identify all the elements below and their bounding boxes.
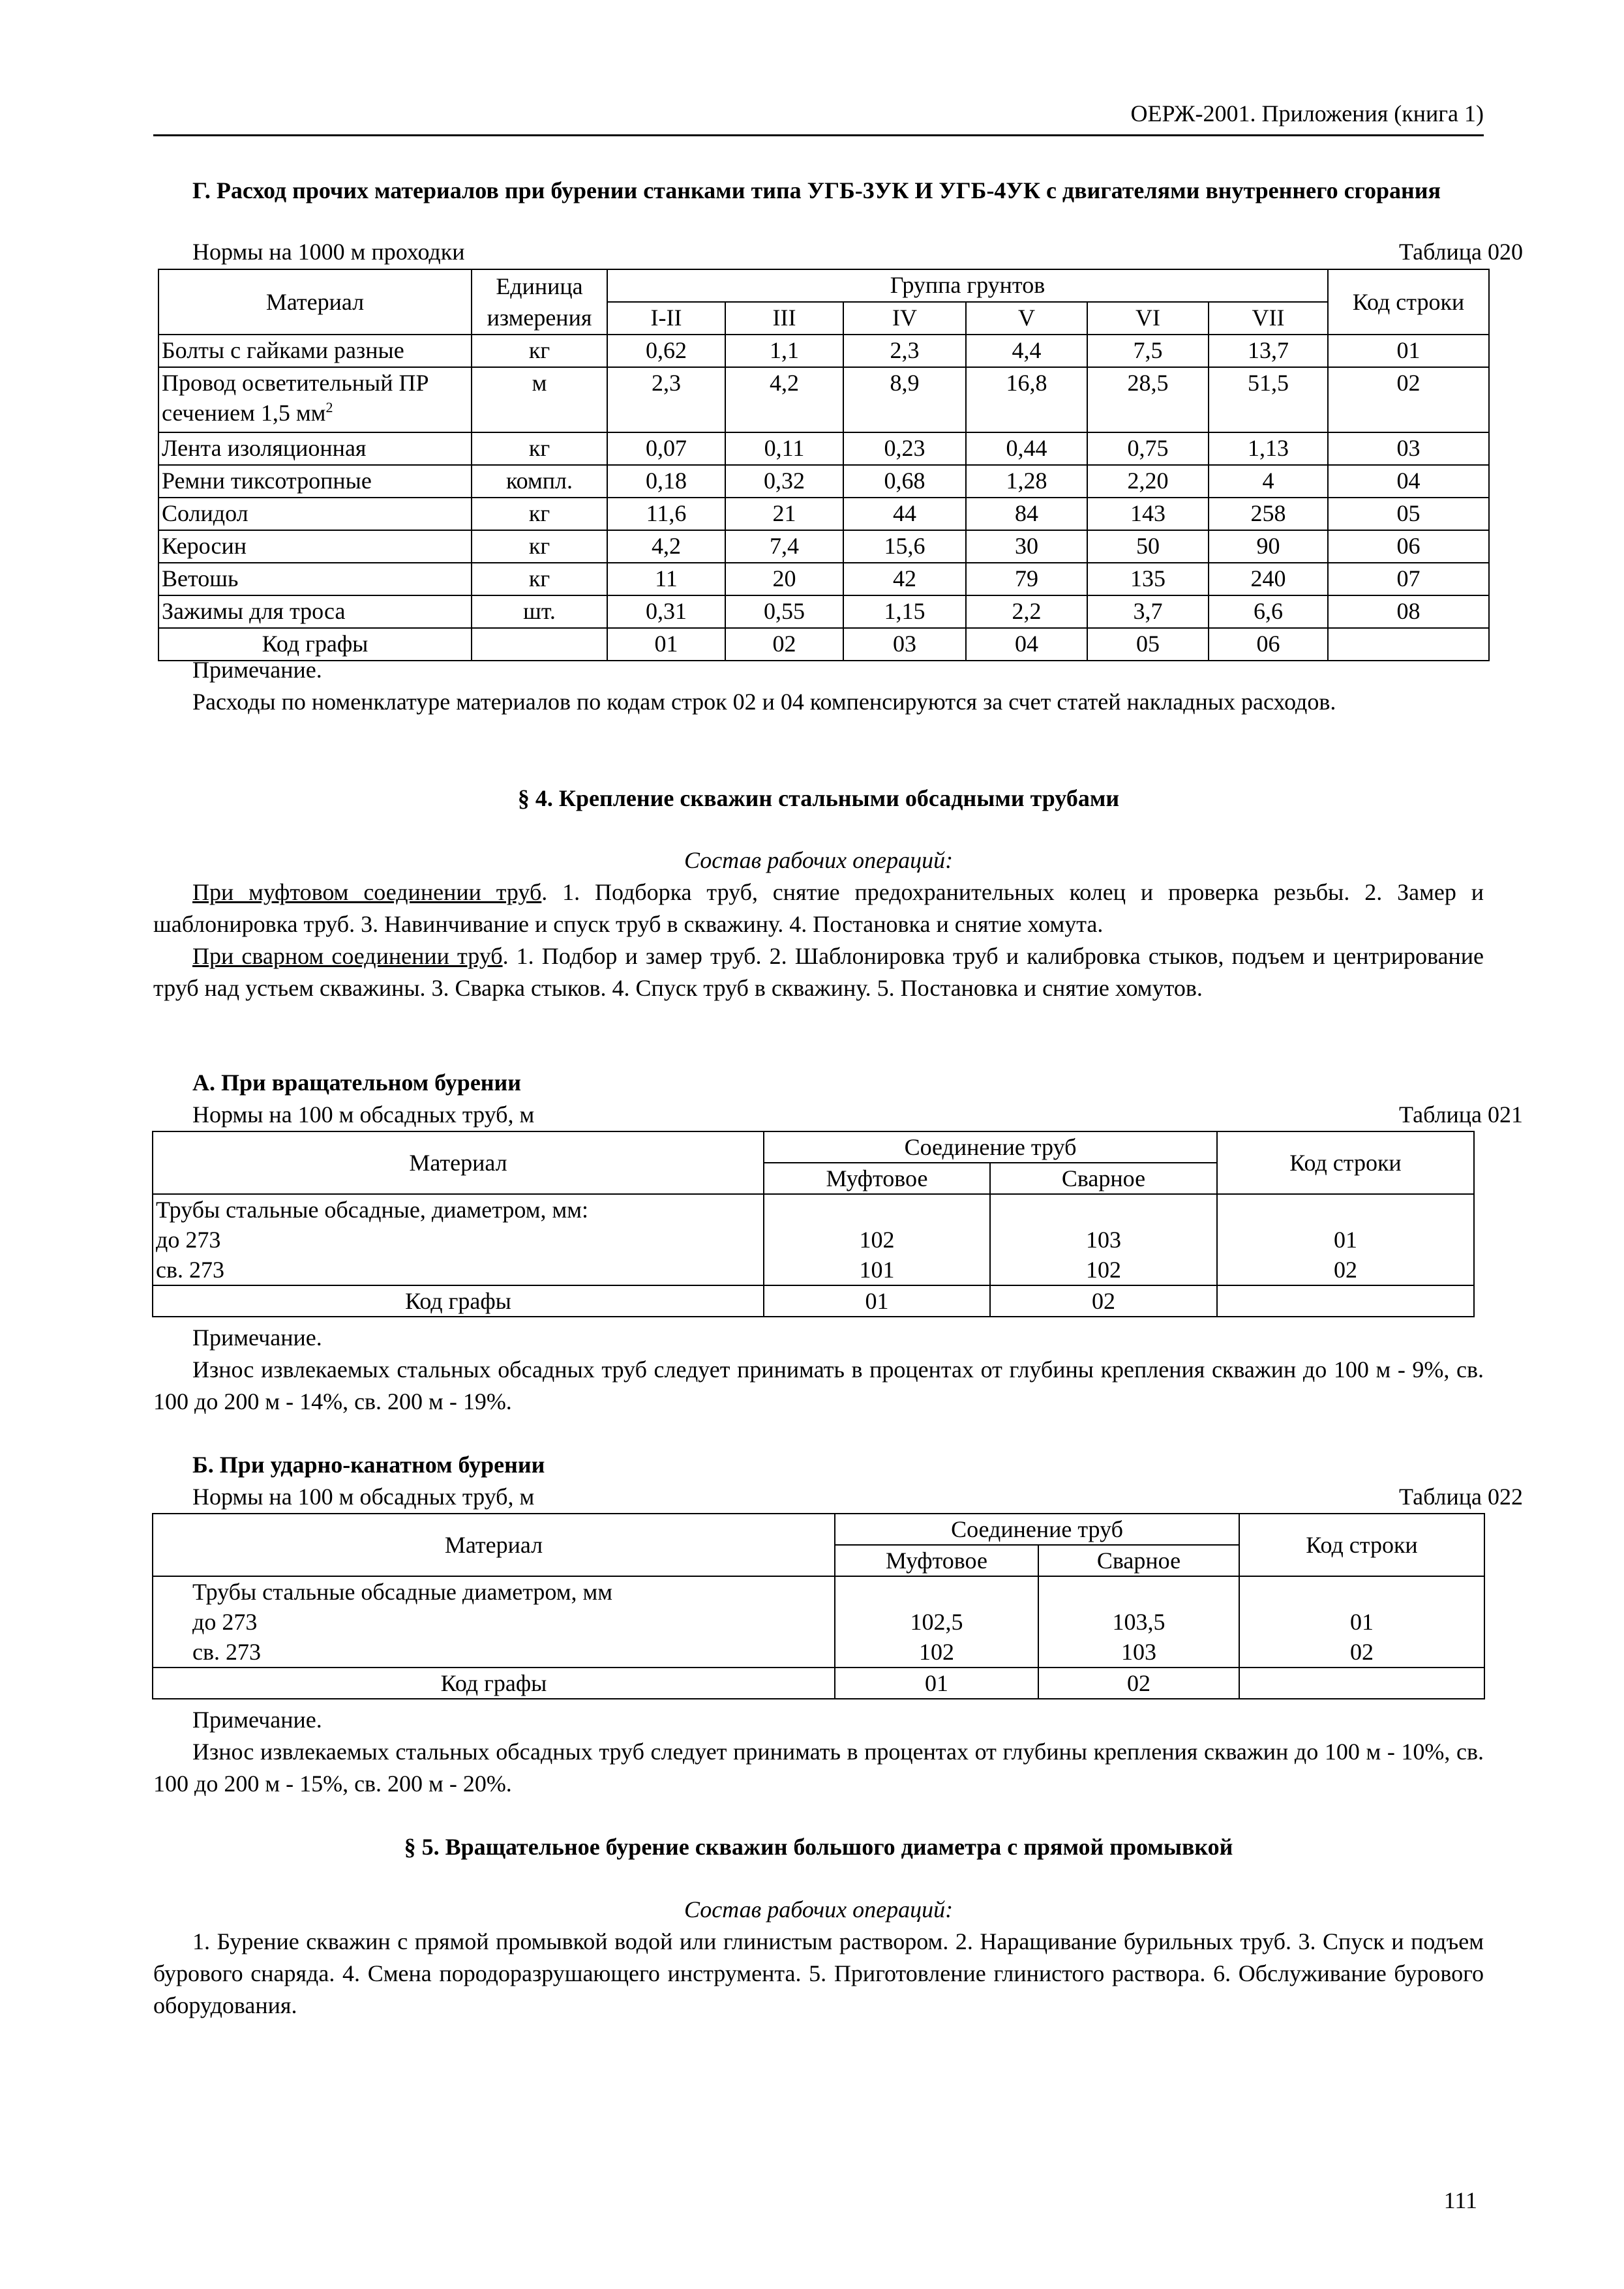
value-cell: 7,5	[1087, 335, 1209, 367]
welded-value: 103,5	[1112, 1609, 1165, 1635]
value-cell: 0,07	[607, 432, 725, 465]
material-cell: Керосин	[158, 530, 472, 563]
material-cell: Зажимы для троса	[158, 595, 472, 628]
value-cell: 0,23	[843, 432, 966, 465]
table-row	[158, 367, 1489, 432]
table-021-caption	[153, 1099, 1533, 1131]
table-020	[158, 269, 1490, 661]
header-row	[158, 269, 1489, 302]
row-code-cell: 05	[1328, 498, 1489, 530]
header-group-I-II: I-II	[607, 302, 725, 335]
header-group-III: III	[725, 302, 843, 335]
value-cell: 0,55	[725, 595, 843, 628]
unit-cell: кг	[472, 530, 607, 563]
header-connection: Соединение труб	[764, 1131, 1217, 1163]
table-row	[158, 432, 1489, 465]
value-cell: 0,75	[1087, 432, 1209, 465]
material-cell: Провод осветительный ПР сечением 1,5 $мм^2$	[158, 367, 472, 432]
norms-label: Нормы на 100 м обсадных труб, м	[192, 1101, 535, 1128]
value-cell: 79	[966, 563, 1087, 595]
value-cell: 4	[1209, 465, 1328, 498]
header-connection: Соединение труб	[835, 1514, 1239, 1545]
value-cell: 0,44	[966, 432, 1087, 465]
coupling-cell	[835, 1576, 1038, 1668]
welded-value: 102	[1086, 1257, 1121, 1283]
table-label: Таблица 022	[1399, 1484, 1523, 1510]
section-b-title: Б. При ударно-канатном бурении	[192, 1452, 545, 1478]
column-code-cell: 06	[1209, 628, 1328, 661]
value-cell: 135	[1087, 563, 1209, 595]
value-cell: 28,5	[1087, 367, 1209, 432]
value-cell: 0,18	[607, 465, 725, 498]
value-cell: 15,6	[843, 530, 966, 563]
value-cell: 21	[725, 498, 843, 530]
value-cell: 0,32	[725, 465, 843, 498]
superscript: 2	[325, 399, 333, 415]
table-020-caption	[153, 236, 1533, 268]
material-cell: Ремни тиксотропные	[158, 465, 472, 498]
value-cell: 8,9	[843, 367, 966, 432]
header-group-V: V	[966, 302, 1087, 335]
welded-value: 103	[1086, 1227, 1121, 1253]
header-row-code: Код строки	[1217, 1131, 1474, 1194]
header-coupling: Муфтовое	[764, 1163, 990, 1194]
header-material: Материал	[153, 1514, 835, 1576]
note-a	[153, 1322, 1484, 1418]
section-g-title: Г. Расход прочих материалов при бурении станками типа УГБ-3УК И УГБ-4УК с двигателями внутреннего сгорания	[192, 177, 1441, 203]
norms-label: Нормы на 100 м обсадных труб, м	[192, 1484, 535, 1510]
value-cell: 50	[1087, 530, 1209, 563]
page-number: 111	[1443, 2187, 1477, 2213]
value-cell: 0,11	[725, 432, 843, 465]
column-code-cell: 02	[1038, 1668, 1239, 1699]
value-cell: 1,15	[843, 595, 966, 628]
unit-cell: кг	[472, 432, 607, 465]
column-code-cell: 02	[725, 628, 843, 661]
unit-cell: компл.	[472, 465, 607, 498]
header-welded: Сварное	[990, 1163, 1217, 1194]
value-cell: 258	[1209, 498, 1328, 530]
row-code-cell: 07	[1328, 563, 1489, 595]
spacer	[1042, 1577, 1236, 1607]
welded-lead: При сварном соединении труб	[192, 943, 503, 969]
unit-cell: м	[472, 367, 607, 432]
pipe-diameter: до 273	[192, 1609, 258, 1635]
column-code-cell: 01	[764, 1285, 990, 1317]
value-cell: 11,6	[607, 498, 725, 530]
row-code-cell: 02	[1328, 367, 1489, 432]
note-label: Примечание.	[192, 657, 322, 683]
row-code-cell	[1217, 1194, 1474, 1285]
header-material: Материал	[153, 1131, 764, 1194]
empty-cell	[1239, 1668, 1484, 1699]
value-cell: 0,68	[843, 465, 966, 498]
value-cell: 11	[607, 563, 725, 595]
value-cell: 2,3	[607, 367, 725, 432]
value-cell: 0,31	[607, 595, 725, 628]
material-cell	[153, 1194, 764, 1285]
material-cell: Ветошь	[158, 563, 472, 595]
note-g	[153, 654, 1484, 718]
section-a-title: А. При вращательном бурении	[192, 1070, 522, 1096]
coupling-cell	[764, 1194, 990, 1285]
footer-row	[153, 1668, 1484, 1699]
value-cell: 4,2	[607, 530, 725, 563]
row-code-cell: 04	[1328, 465, 1489, 498]
value-cell: 143	[1087, 498, 1209, 530]
unit-cell: кг	[472, 335, 607, 367]
row-code-cell: 01	[1328, 335, 1489, 367]
table-row	[158, 335, 1489, 367]
header-material: Материал	[158, 269, 472, 335]
table-label: Таблица 020	[1399, 239, 1523, 265]
table-022	[152, 1513, 1485, 1699]
value-cell: 1,13	[1209, 432, 1328, 465]
value-cell: 0,62	[607, 335, 725, 367]
footer-row	[153, 1285, 1474, 1317]
value-cell: 13,7	[1209, 335, 1328, 367]
spacer	[993, 1195, 1214, 1225]
header-soil-group: Группа грунтов	[607, 269, 1328, 302]
pipe-diameter: до 273	[156, 1227, 221, 1253]
row-code: 02	[1350, 1639, 1374, 1665]
value-cell: 44	[843, 498, 966, 530]
value-cell: 240	[1209, 563, 1328, 595]
header-group-IV: IV	[843, 302, 966, 335]
row-code: 02	[1334, 1257, 1357, 1283]
value-cell: 6,6	[1209, 595, 1328, 628]
header-row	[153, 1514, 1484, 1545]
header-rule	[153, 134, 1484, 136]
table-row	[153, 1194, 1474, 1285]
column-code-cell: 01	[835, 1668, 1038, 1699]
section-5-ops-label: Состав рабочих операций:	[684, 1896, 954, 1922]
coupling-value: 102,5	[910, 1609, 963, 1635]
coupling-value: 102	[859, 1227, 895, 1253]
value-cell: 42	[843, 563, 966, 595]
note-text: Расходы по номенклатуре материалов по кодам строк 02 и 04 компенсируются за счет статей накладных расходов.	[192, 689, 1336, 715]
table-row	[158, 530, 1489, 563]
row-code-cell: 03	[1328, 432, 1489, 465]
spacer	[1220, 1195, 1471, 1225]
material-cell	[153, 1576, 835, 1668]
note-text: Износ извлекаемых стальных обсадных труб следует принимать в процентах от глубины крепления скважин до 100 м - 9%, св. 100 до 200 м - 14%, св. 200 м - 19%.	[153, 1356, 1484, 1414]
column-code-cell: 01	[607, 628, 725, 661]
spacer	[767, 1195, 987, 1225]
pipe-group-label: Трубы стальные обсадные диаметром, мм	[192, 1579, 613, 1605]
table-row	[158, 563, 1489, 595]
material-cell: Болты с гайками разные	[158, 335, 472, 367]
section-5-ops: 1. Бурение скважин с прямой промывкой водой или глинистым раствором. 2. Наращивание бурильных труб. 3. Спуск и подъем бурового снаряда. 4. Смена породоразрушающего инструмента. 5. Приготовление глинистого раствора. 6. Обслуживание бурового оборудования.	[153, 1928, 1484, 2018]
value-cell: 84	[966, 498, 1087, 530]
section-4-ops-label: Состав рабочих операций:	[684, 847, 954, 873]
row-code-cell: 06	[1328, 530, 1489, 563]
unit-cell: кг	[472, 498, 607, 530]
pipe-diameter: св. 273	[156, 1257, 224, 1283]
welded-value: 103	[1121, 1639, 1156, 1665]
empty-cell	[1217, 1285, 1474, 1317]
header-row-code: Код строки	[1328, 269, 1489, 335]
table-row	[158, 498, 1489, 530]
value-cell: 4,4	[966, 335, 1087, 367]
column-code-cell: 05	[1087, 628, 1209, 661]
value-cell: 2,20	[1087, 465, 1209, 498]
value-cell: 2,2	[966, 595, 1087, 628]
spacer	[838, 1577, 1035, 1607]
material-cell: Лента изоляционная	[158, 432, 472, 465]
section-5-title: § 5. Вращательное бурение скважин большого диаметра с прямой промывкой	[404, 1834, 1233, 1860]
welded-cell	[990, 1194, 1217, 1285]
value-cell: 16,8	[966, 367, 1087, 432]
column-code-cell: 04	[966, 628, 1087, 661]
table-label: Таблица 021	[1399, 1101, 1523, 1128]
header-row	[153, 1131, 1474, 1163]
norms-label: Нормы на 1000 м проходки	[192, 239, 465, 265]
column-code-cell: 02	[990, 1285, 1217, 1317]
welded-text: . 1. Подбор и замер труб. 2. Шаблонировка труб и калибровка стыков, подъем и центрирование труб над устьем скважины. 3. Сварка стыков. 4. Спуск труб в скважину. 5. Постановка и снятие хомутов.	[153, 943, 1484, 1001]
header-row-code: Код строки	[1239, 1514, 1484, 1576]
note-b	[153, 1704, 1484, 1800]
value-cell: 1,1	[725, 335, 843, 367]
coupling-value: 101	[859, 1257, 895, 1283]
table-021	[152, 1131, 1475, 1317]
header-coupling: Муфтовое	[835, 1545, 1038, 1576]
value-cell: 90	[1209, 530, 1328, 563]
header-group-VI: VI	[1087, 302, 1209, 335]
unit-cell: кг	[472, 563, 607, 595]
table-row	[153, 1576, 1484, 1668]
note-label: Примечание.	[192, 1707, 322, 1733]
row-code: 01	[1350, 1609, 1374, 1635]
column-code-label: Код графы	[158, 628, 472, 661]
value-cell: 4,2	[725, 367, 843, 432]
unit-cell: шт.	[472, 595, 607, 628]
material-cell: Солидол	[158, 498, 472, 530]
header-unit: Единица измерения	[472, 269, 607, 335]
section-4-title: § 4. Крепление скважин стальными обсадными трубами	[517, 785, 1120, 811]
coupling-lead: При муфтовом соединении труб	[192, 879, 542, 905]
column-code-cell: 03	[843, 628, 966, 661]
welded-cell	[1038, 1576, 1239, 1668]
value-cell: 3,7	[1087, 595, 1209, 628]
value-cell: 20	[725, 563, 843, 595]
table-row	[158, 595, 1489, 628]
column-code-label: Код графы	[153, 1668, 835, 1699]
header-welded: Сварное	[1038, 1545, 1239, 1576]
table-row	[158, 465, 1489, 498]
value-cell: 2,3	[843, 335, 966, 367]
value-cell: 51,5	[1209, 367, 1328, 432]
value-cell: 1,28	[966, 465, 1087, 498]
pipe-diameter: св. 273	[192, 1639, 261, 1665]
spacer	[1242, 1577, 1481, 1607]
header-group-VII: VII	[1209, 302, 1328, 335]
note-label: Примечание.	[192, 1324, 322, 1351]
row-code: 01	[1334, 1227, 1357, 1253]
row-code-cell: 08	[1328, 595, 1489, 628]
note-text: Износ извлекаемых стальных обсадных труб следует принимать в процентах от глубины крепления скважин до 100 м - 10%, св. 100 до 200 м - 15%, св. 200 м - 20%.	[153, 1739, 1484, 1797]
running-header: ОЕРЖ-2001. Приложения (книга 1)	[1130, 100, 1484, 127]
coupling-text: . 1. Подборка труб, снятие предохранительных колец и проверка резьбы. 2. Замер и шаблонировка труб. 3. Навинчивание и спуск труб в скважину. 4. Постановка и снятие хомута.	[153, 879, 1484, 937]
value-cell: 30	[966, 530, 1087, 563]
pipe-group-label: Трубы стальные обсадные, диаметром, мм:	[156, 1197, 589, 1223]
table-022-caption	[153, 1481, 1533, 1513]
coupling-value: 102	[919, 1639, 954, 1665]
column-code-label: Код графы	[153, 1285, 764, 1317]
section-4-ops	[153, 876, 1484, 1004]
row-code-cell	[1239, 1576, 1484, 1668]
value-cell: 7,4	[725, 530, 843, 563]
